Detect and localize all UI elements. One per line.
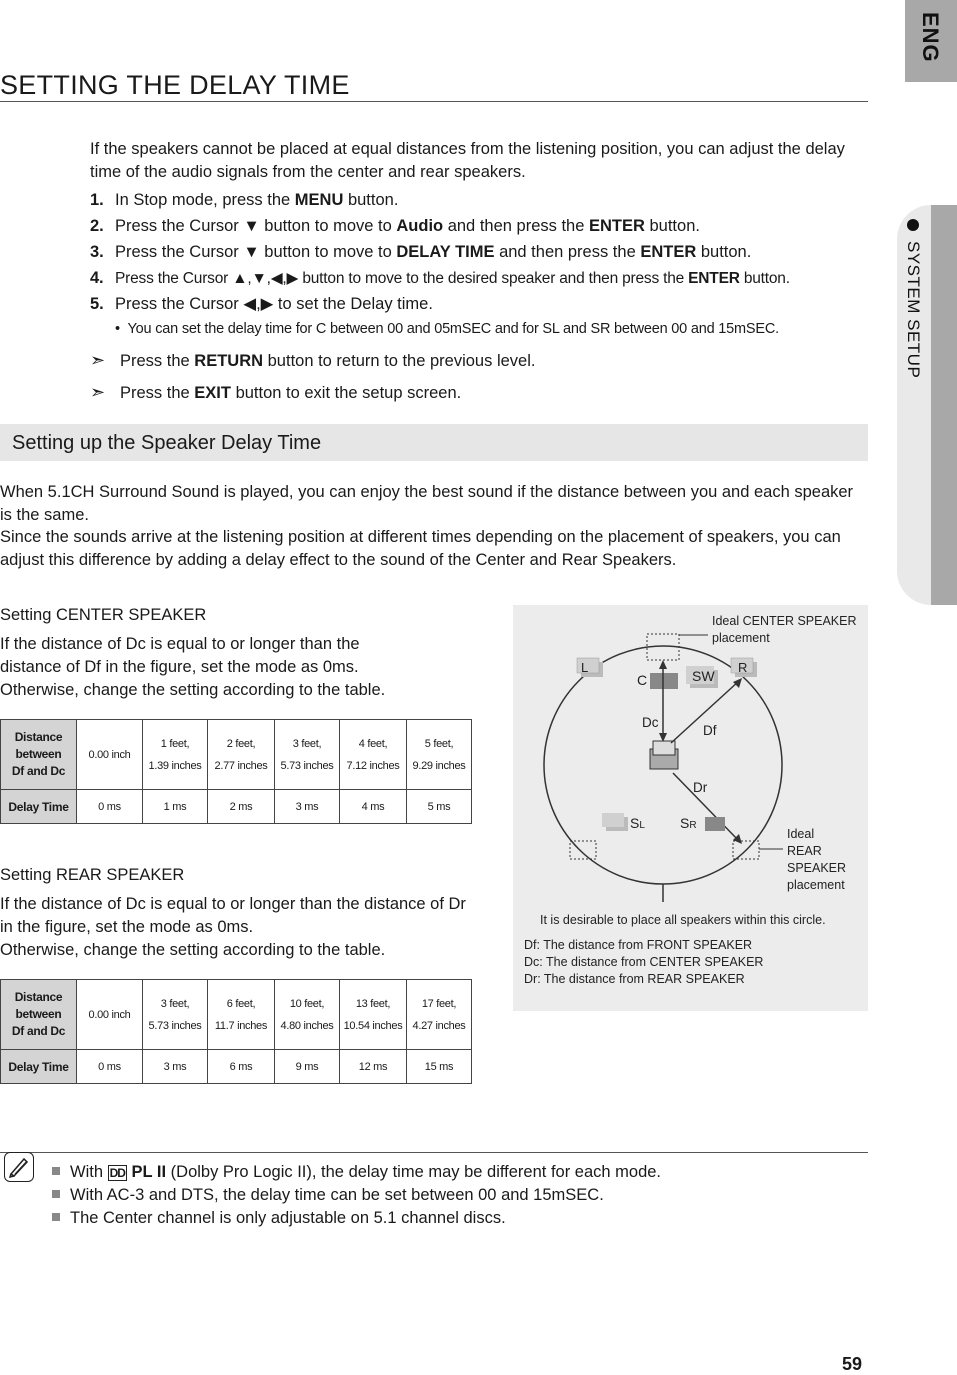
section-tab-strip <box>931 205 957 605</box>
distance-label-df: Df <box>703 723 717 738</box>
language-tab <box>905 0 957 82</box>
table-cell: 12 ms <box>340 1050 407 1084</box>
speaker-label-sw: SW <box>692 668 715 684</box>
intro-text: If the speakers cannot be placed at equal distances from the listening position, you can adjust the delay time of the audio signals from the center and rear speakers. <box>90 140 845 181</box>
step-5: 5. Press the Cursor ◀,▶ to set the Delay time. <box>90 295 433 313</box>
section-title: Setting up the Speaker Delay Time <box>12 432 322 454</box>
table-cell: 15 ms <box>407 1050 472 1084</box>
section-header <box>0 424 868 461</box>
center-delay-table <box>0 719 472 824</box>
table-cell: 3 feet, 5.73 inches <box>275 720 340 790</box>
table-cell: 10 feet, 4.80 inches <box>275 980 340 1050</box>
note-item: With AC-3 and DTS, the delay time can be set between 00 and 15mSEC. <box>52 1184 661 1207</box>
ideal-rear-label: Ideal REAR SPEAKER placement <box>787 827 847 892</box>
table-cell: 1 feet, 1.39 inches <box>143 720 208 790</box>
table-cell: 0 ms <box>77 790 143 824</box>
language-label: ENG <box>918 12 943 63</box>
section-tab-text: SYSTEM SETUP <box>904 241 923 379</box>
table-cell: 4 feet, 7.12 inches <box>340 720 407 790</box>
rear-speaker-heading: Setting REAR SPEAKER <box>0 866 185 884</box>
ideal-center-label: Ideal CENTER SPEAKER placement <box>712 614 857 645</box>
step-5-bullet: • You can set the delay time for C between 00 and 05mSEC and for SL and SR between 00 and 15mSEC. <box>115 321 779 337</box>
table-cell: 13 feet, 10.54 inches <box>340 980 407 1050</box>
square-bullet-icon <box>52 1167 60 1175</box>
table-cell: 2 feet, 2.77 inches <box>208 720 275 790</box>
notes-list <box>52 1161 661 1230</box>
table-cell: 0.00 inch <box>77 720 143 790</box>
table-cell: 0 ms <box>77 1050 143 1084</box>
table-cell: 6 feet, 11.7 inches <box>208 980 275 1050</box>
speaker-diagram <box>513 605 868 1011</box>
note-item: With DD PL II (Dolby Pro Logic II), the delay time may be different for each mode. <box>52 1161 661 1184</box>
pencil-note-icon <box>4 1152 34 1182</box>
table-header-delay: Delay Time <box>1 1050 77 1084</box>
center-speaker-text: If the distance of Dc is equal to or longer than the distance of Df in the figure, set the mode as 0ms. Otherwise, change the setting according to the table. <box>0 635 386 699</box>
rear-speaker-text: If the distance of Dc is equal to or longer than the distance of Dr in the figure, set the mode as 0ms. Otherwise, change the setting according to the table. <box>0 895 466 959</box>
notes-divider <box>0 1152 868 1153</box>
table-header-distance: Distance between Df and Dc <box>1 720 77 790</box>
distance-label-dr: Dr <box>693 780 708 795</box>
square-bullet-icon <box>52 1190 60 1198</box>
table-cell: 0.00 inch <box>77 980 143 1050</box>
section-tab-label <box>903 219 923 378</box>
table-header-distance: Distance between Df and Dc <box>1 980 77 1050</box>
steps-list <box>90 189 880 345</box>
arrow-right-icon: ➣ <box>90 350 106 370</box>
table-cell: 2 ms <box>208 790 275 824</box>
step-1: 1. In Stop mode, press the MENU button. <box>90 191 399 209</box>
rear-delay-table <box>0 979 472 1084</box>
note-item: The Center channel is only adjustable on 5.1 channel discs. <box>52 1207 661 1230</box>
table-cell: 5 ms <box>407 790 472 824</box>
speaker-label-sr: SR <box>680 815 697 831</box>
table-cell: 3 ms <box>143 1050 208 1084</box>
table-cell: 5 feet, 9.29 inches <box>407 720 472 790</box>
step-2: 2. Press the Cursor ▼ button to move to Audio and then press the ENTER button. <box>90 217 700 235</box>
paragraph-1: When 5.1CH Surround Sound is played, you can enjoy the best sound if the distance between you and each speaker is the same. <box>0 483 854 524</box>
step-3: 3. Press the Cursor ▼ button to move to DELAY TIME and then press the ENTER button. <box>90 243 752 261</box>
tip-return: ➣ Press the RETURN button to return to the previous level. <box>90 350 536 370</box>
table-cell: 17 feet, 4.27 inches <box>407 980 472 1050</box>
square-bullet-icon <box>52 1213 60 1221</box>
table-cell: 3 ms <box>275 790 340 824</box>
dolby-logo-icon: DD <box>109 1166 125 1180</box>
bullet-dot-icon <box>907 219 919 231</box>
arrow-right-icon: ➣ <box>90 382 106 402</box>
diagram-legend: Df: The distance from FRONT SPEAKER Dc: The distance from CENTER SPEAKER Dr: The distance from REAR SPEAKER <box>524 938 764 986</box>
center-speaker-heading: Setting CENTER SPEAKER <box>0 606 207 624</box>
circle-note: It is desirable to place all speakers within this circle. <box>540 913 826 927</box>
step-4: 4. Press the Cursor ▲,▼,◀,▶ button to move to the desired speaker and then press the ENTER button. <box>90 269 790 287</box>
table-cell: 4 ms <box>340 790 407 824</box>
page-title: SETTING THE DELAY TIME <box>0 70 350 100</box>
paragraph-2: Since the sounds arrive at the listening position at different times depending on the placement of speakers, you can adjust this difference by adding a delay effect to the sound of the Center and Rear Speakers. <box>0 528 841 569</box>
table-cell: 3 feet, 5.73 inches <box>143 980 208 1050</box>
table-cell: 1 ms <box>143 790 208 824</box>
title-divider <box>0 101 868 102</box>
distance-label-dc: Dc <box>642 715 659 730</box>
table-cell: 9 ms <box>275 1050 340 1084</box>
table-header-delay: Delay Time <box>1 790 77 824</box>
page-number: 59 <box>842 1354 863 1374</box>
table-cell: 6 ms <box>208 1050 275 1084</box>
tip-exit: ➣ Press the EXIT button to exit the setup screen. <box>90 382 462 402</box>
speaker-label-l: L <box>581 660 589 675</box>
speaker-label-c: C <box>637 672 648 688</box>
speaker-label-r: R <box>738 660 748 675</box>
speaker-label-sl: SL <box>630 815 645 831</box>
section-tab <box>897 205 957 605</box>
